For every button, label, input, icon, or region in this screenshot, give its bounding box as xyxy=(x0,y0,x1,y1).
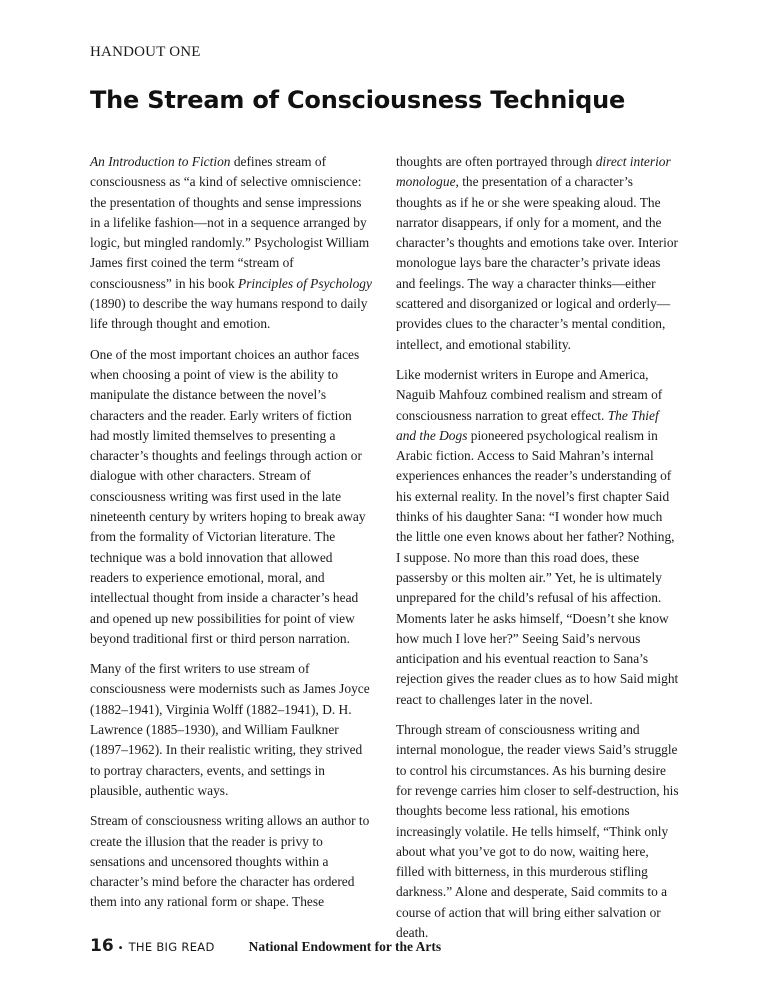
page-footer xyxy=(90,936,441,956)
handout-label: HANDOUT ONE xyxy=(90,44,201,60)
paragraph-text: pioneered psychological realism in Arabic fiction. Access to Said Mahran’s internal experiences enhances the reader’s understanding of his external reality. In the novel’s first chapter Said thinks of his daughter Sana: “I wonder how much the little one even knows about her father? Nothing, I suppose. No more than this road does, these passersby or this molten air.” Yet, he is ultimately unprepared for the child’s refusal of his affection. Moments later he asks himself, “Doesn’t she know how much I love her?” Seeing Said’s nervous anticipation and his eventual reaction to Sana’s rejection gives the reader clues as to how Said might react to challenges later in the novel. xyxy=(396,427,679,707)
paragraph xyxy=(90,152,374,335)
book-title: An Introduction to Fiction xyxy=(90,154,231,169)
paragraph: Stream of consciousness writing allows an author to create the illusion that the reader is privy to sensations and uncensored thoughts within a character’s mind before the character has ordered them into any rational form or shape. These xyxy=(90,813,370,910)
book-title: Principles of Psychology xyxy=(238,275,372,291)
page-title: The Stream of Consciousness Technique xyxy=(90,86,626,114)
paragraph: Through stream of consciousness writing and internal monologue, the reader views Said’s struggle to control his circumstances. As his burning desire for revenge carries him closer to self-destruction, his thoughts become less rational, his emotions increasingly volatile. He tells himself, “Think only about what you’ve got to do now, waiting here, filled with bitterness, in this murderous stifling darkness.” Alone and desperate, Said commits to a course of action that will bring either salvation or death. xyxy=(396,722,679,940)
series-name: THE BIG READ xyxy=(128,940,215,954)
paragraph-text: Like modernist writers in Europe and America, Naguib Mahfouz combined realism and stream of consciousness narration to great effect. xyxy=(396,366,663,423)
paragraph-text: (1890) to describe the way humans respond to daily life through thought and emotion. xyxy=(90,296,368,332)
right-column xyxy=(396,152,680,953)
paragraph: Many of the first writers to use stream of consciousness were modernists such as James Joyce (1882–1941), Virginia Wolff (1882–1941), D. H. Lawrence (1885–1930), and William Faulkner (1897–1962). In their realistic writing, they strived to portray characters, events, and settings in plausible, authentic ways. xyxy=(90,661,370,798)
paragraph-text: defines stream of consciousness as “a kind of selective omniscience: the presentation of thoughts and sense impressions in a lifelike fashion—not in a sequence arranged by logic, but mingled randomly.” Psychologist William James first coined the term “stream of consciousness” in his book xyxy=(90,154,370,291)
paragraph xyxy=(396,152,680,355)
paragraph: One of the most important choices an author faces when choosing a point of view is the ability to manipulate the distance between the novel’s characters and the reader. Early writers of fiction had mostly limited themselves to presenting a character’s thoughts and feelings through action or dialogue with other characters. Stream of consciousness writing was first used in the late nineteenth century by writers hoping to break away from the formality of Victorian literature. The technique was a bold innovation that allowed readers to experience emotional, moral, and intellectual thought from inside a character’s head and opened up new possibilities for point of view beyond traditional first or third person narration. xyxy=(90,346,366,646)
left-column xyxy=(90,152,374,923)
organization-name: National Endowment for the Arts xyxy=(248,939,442,954)
paragraph-text: , the presentation of a character’s thoughts as if he or she were speaking aloud. The narrator disappears, if only for a moment, and the character’s thoughts and emotions take over. Interior monologue lays bare the character’s private ideas and feelings. The way a character thinks—either scattered and disorganized or logical and orderly—provides clues to the character’s mental condition, intellect, and emotional stability. xyxy=(396,174,678,352)
paragraph xyxy=(396,365,680,710)
paragraph-text: thoughts are often portrayed through xyxy=(396,154,596,169)
bullet-separator: • xyxy=(117,943,124,954)
page-number: 16 xyxy=(90,936,114,956)
term-emphasis: direct interior monologue xyxy=(396,154,671,190)
book-title: The Thief and the Dogs xyxy=(396,407,659,443)
